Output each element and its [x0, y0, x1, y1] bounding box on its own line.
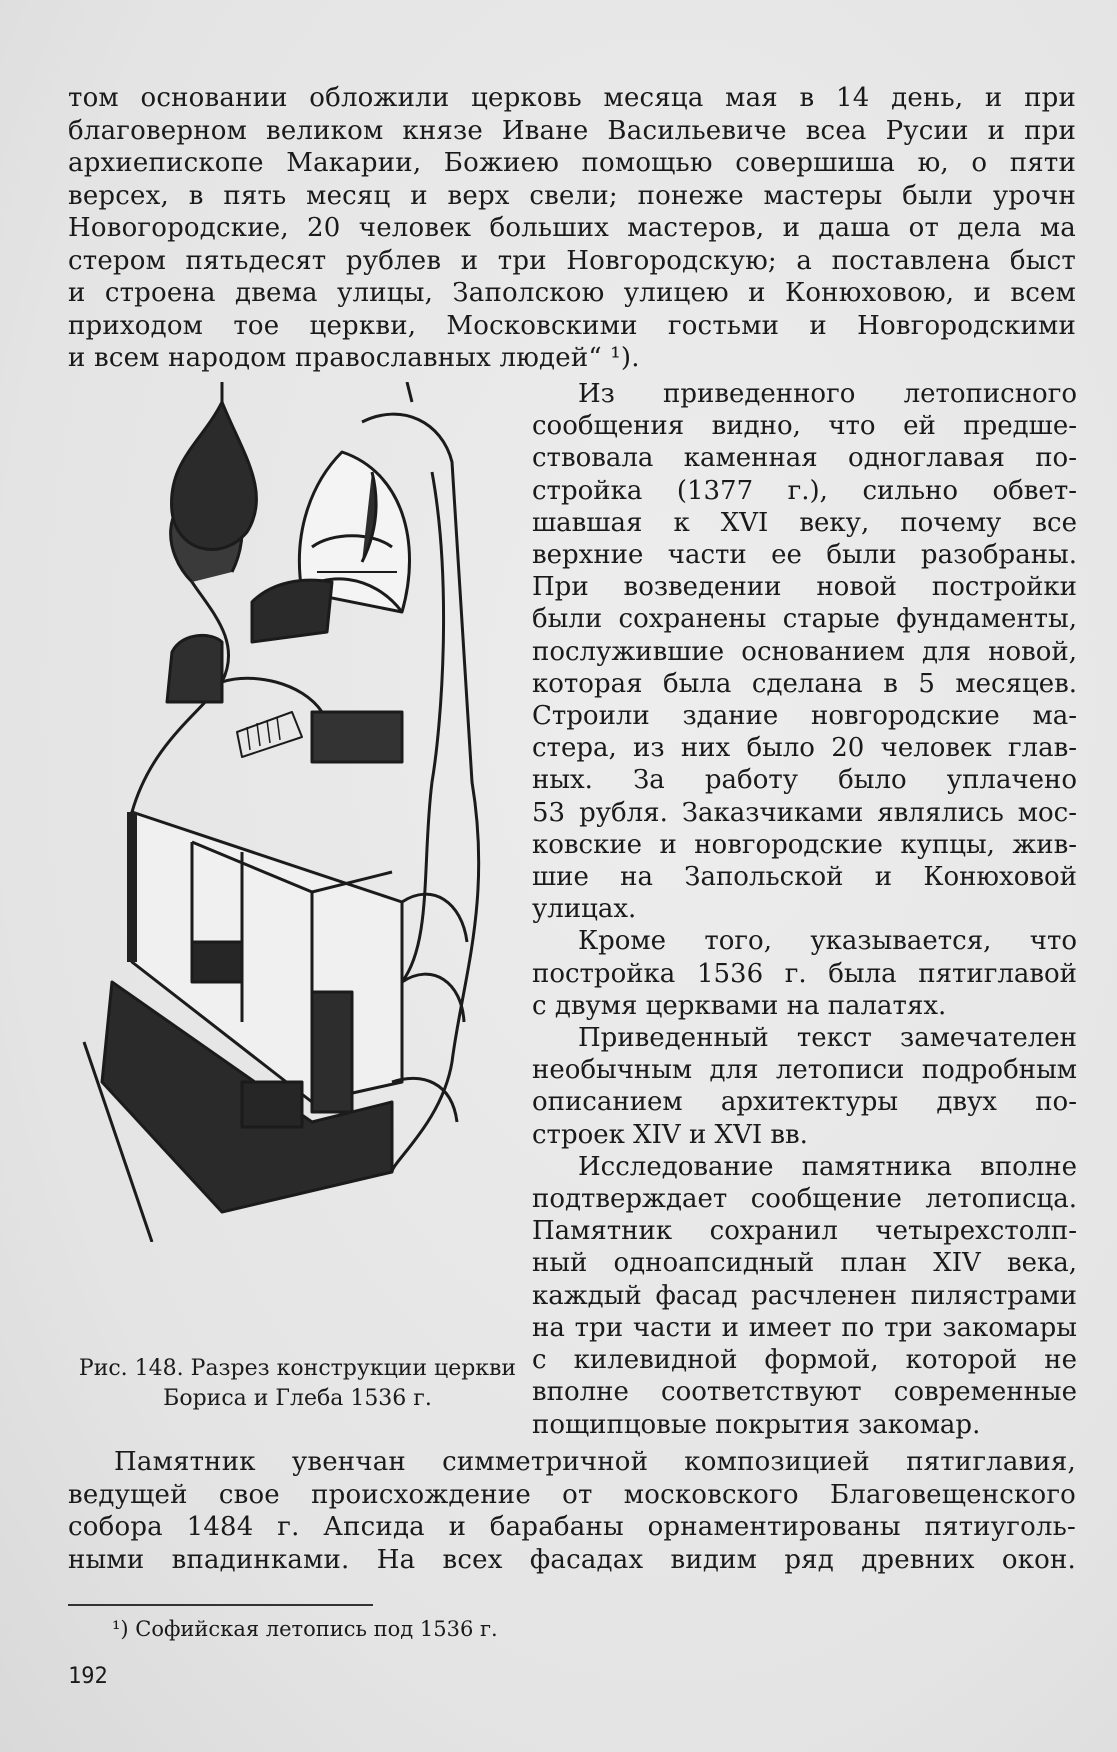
- text-line: Новогородские, 20 человек больших мастеров, и даша от дела ма: [68, 213, 1076, 243]
- right-column-text: [532, 378, 1077, 1441]
- text-line: ствовала каменная одноглавая по-: [532, 443, 1077, 474]
- text-line: шие на Запольской и Конюховой: [532, 862, 1077, 893]
- text-line: с килевидной формой, которой не: [532, 1345, 1077, 1376]
- text-line: строек XIV и XVI вв.: [532, 1119, 808, 1150]
- text-line: сообщения видно, что ей предше-: [532, 411, 1077, 442]
- church-cutaway-illustration: [72, 382, 522, 1242]
- text-line: были сохранены старые фундаменты,: [532, 604, 1077, 635]
- top-paragraph: [68, 82, 1076, 375]
- bottom-paragraph: [68, 1446, 1076, 1576]
- text-line: Кроме того, указывается, что: [578, 926, 1077, 957]
- figure-caption: [70, 1354, 525, 1414]
- text-line: ных. За работу было уплачено: [532, 765, 1077, 796]
- text-line: стройка (1377 г.), сильно обвет-: [532, 475, 1077, 506]
- text-line: улицах.: [532, 894, 637, 925]
- text-line: При возведении новой постройки: [532, 572, 1077, 603]
- text-line: ными впадинками. На всех фасадах видим ряд древних окон.: [68, 1544, 1076, 1575]
- text-line: на три части и имеет по три закомары: [532, 1312, 1077, 1343]
- text-line: ный одноапсидный план XIV века,: [532, 1248, 1077, 1279]
- text-line: и строена двема улицы, Заполскою улицею и Конюховою, и всем: [68, 278, 1076, 308]
- footnote-divider: [68, 1604, 373, 1606]
- text-line: собора 1484 г. Апсида и барабаны орнаментированы пятиуголь-: [68, 1512, 1076, 1542]
- text-line: Памятник сохранил четырехстолп-: [532, 1216, 1077, 1247]
- text-line: послужившие основанием для новой,: [532, 636, 1077, 667]
- text-line: версех, в пять месяц и верх свели; понеже мастеры были урочн: [68, 180, 1076, 211]
- text-line: ковские и новгородские купцы, жив-: [532, 829, 1077, 860]
- footnote: ¹) Софийская летопись под 1536 г.: [112, 1617, 498, 1641]
- text-line: приходом тое церкви, Московскими гостьми и Новгородскими: [68, 310, 1076, 341]
- text-line: подтверждает сообщение летописца.: [532, 1184, 1077, 1215]
- text-line: стера, из них было 20 человек глав-: [532, 733, 1077, 764]
- text-line: Приведенный текст замечателен: [578, 1023, 1077, 1054]
- text-line: Строили здание новгородские ма-: [532, 701, 1077, 732]
- text-line: постройка 1536 г. была пятиглавой: [532, 958, 1077, 989]
- caption-line: Рис. 148. Разрез конструкции церкви: [78, 1356, 517, 1381]
- text-line: и всем народом православных людей“ ¹).: [68, 343, 640, 373]
- text-line: архиепископе Макарии, Божиею помощью совершиша ю, о пяти: [68, 148, 1076, 178]
- text-line: верхние части ее были разобраны.: [532, 540, 1077, 571]
- text-line: Памятник увенчан симметричной композицией пятиглавия,: [114, 1447, 1076, 1477]
- page-number: 192: [68, 1664, 108, 1689]
- text-line: пощипцовые покрытия закомар.: [532, 1409, 981, 1440]
- text-line: том основании обложили церковь месяца мая в 14 день, и при: [68, 83, 1076, 113]
- text-line: стером пятьдесят рублев и три Новгородскую; а поставлена быст: [68, 245, 1076, 276]
- text-line: ведущей свое происхождение от московского Благовещенского: [68, 1479, 1076, 1510]
- caption-line: Бориса и Глеба 1536 г.: [163, 1386, 432, 1411]
- text-line: с двумя церквами на палатях.: [532, 990, 947, 1021]
- text-line: вполне соответствуют современные: [532, 1377, 1077, 1408]
- text-line: Из приведенного летописного: [578, 379, 1077, 409]
- text-line: шавшая к XVI веку, почему все: [532, 507, 1077, 538]
- text-line: 53 рубля. Заказчиками являлись мос-: [532, 797, 1077, 828]
- text-line: Исследование памятника вполне: [578, 1151, 1077, 1182]
- text-line: каждый фасад расчленен пилястрами: [532, 1280, 1077, 1311]
- text-line: необычным для летописи подробным: [532, 1055, 1077, 1086]
- text-line: описанием архитектуры двух по-: [532, 1087, 1077, 1118]
- text-line: которая была сделана в 5 месяцев.: [532, 668, 1077, 699]
- text-line: благоверном великом князе Иване Васильевиче всеа Русии и при: [68, 115, 1076, 146]
